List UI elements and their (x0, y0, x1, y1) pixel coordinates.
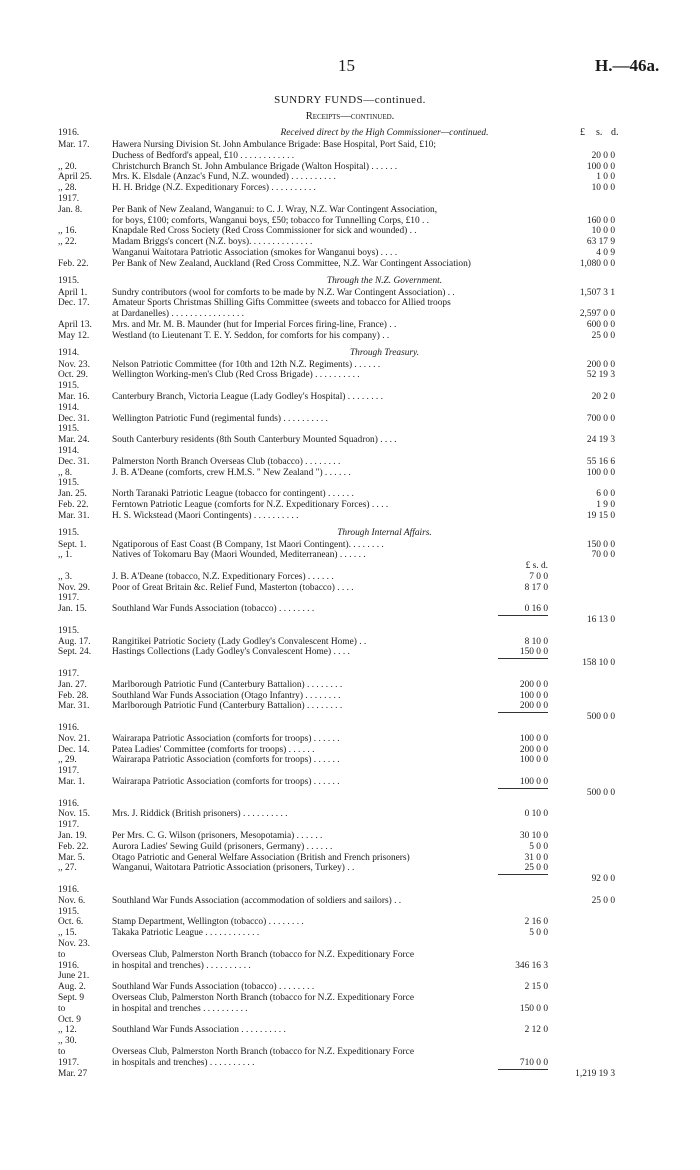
table-row (0, 392, 700, 403)
table-row (0, 896, 700, 907)
inner-amount: 2 16 0 (524, 917, 548, 928)
table-row (0, 540, 700, 551)
table-row (0, 712, 700, 723)
row-description: Hawera Nursing Division St. John Ambulance Brigade: Base Hospital, Port Said, £10; (112, 140, 436, 150)
row-date: Nov. 21. (58, 733, 90, 744)
row-date: 1916. (58, 128, 80, 138)
row-date: ,, 1. (58, 550, 73, 561)
row-date: Mar. 27 (58, 1068, 88, 1079)
row-date: Feb. 22. (58, 258, 89, 269)
row-date: April 13. (58, 319, 92, 330)
table-row (0, 259, 700, 270)
table-row (0, 626, 700, 637)
row-date: Mar. 5. (58, 852, 85, 863)
inner-amount: 5 0 0 (529, 928, 548, 939)
row-date: Oct. 29. (58, 370, 88, 381)
row-date: ,, 15. (58, 928, 77, 939)
inner-amount: 100 0 0 (519, 777, 548, 788)
row-description: Marlborough Patriotic Fund (Canterbury Battalion) . . . . . . . . (112, 701, 343, 712)
total-amount: 10 0 0 (591, 226, 615, 237)
section-heading-row (0, 528, 700, 540)
row-description: Marlborough Patriotic Fund (Canterbury Battalion) . . . . . . . . (112, 679, 343, 690)
row-description: Overseas Club, Palmerston North Branch (tobacco for N.Z. Expeditionary Force (112, 1046, 415, 1057)
row-description: Ngatiporous of East Coast (B Company, 1st Maori Contingent). . . . . . . . (112, 539, 384, 550)
row-date: 1916. (58, 885, 80, 895)
table-row (0, 331, 700, 342)
row-date: ,, 22. (58, 237, 77, 248)
table-row (0, 288, 700, 299)
total-amount: 16 13 0 (586, 615, 615, 626)
row-date: 1915. (58, 275, 80, 286)
table-row (0, 360, 700, 371)
row-description: Duchess of Bedford's appeal, £10 . . . . . . . . . . . . (112, 150, 295, 161)
table-row (0, 755, 700, 766)
total-amount: 200 0 0 (586, 359, 615, 370)
row-description: Takaka Patriotic League . . . . . . . . . . . . (112, 928, 260, 939)
table-row (0, 734, 700, 745)
table-row (0, 691, 700, 702)
table-row (0, 561, 700, 572)
row-description: Canterbury Branch, Victoria League (Lady Godley's Hospital) . . . . . . . . (112, 391, 383, 402)
table-row (0, 435, 700, 446)
table-row (0, 701, 700, 712)
table-row (0, 593, 700, 604)
row-date: 1917. (58, 193, 80, 204)
row-description: Southland War Funds Association (accommodation of soldiers and sailors) . . (112, 895, 402, 906)
table-row (0, 745, 700, 756)
row-description: Wellington Working-men's Club (Red Cross Brigade) . . . . . . . . . . (112, 370, 360, 381)
row-date: to (58, 1046, 66, 1057)
total-amount: 1 0 0 (596, 172, 615, 183)
table-row (0, 424, 700, 435)
row-description: Knapdale Red Cross Society (Red Cross Commissioner for sick and wounded) . . (112, 226, 417, 237)
table-row (0, 370, 700, 381)
row-description: Southland War Funds Association (tobacco) . . . . . . . . (112, 604, 315, 615)
row-description: Poor of Great Britain &c. Relief Fund, Masterton (tobacco) . . . . (112, 582, 354, 593)
table-row (0, 907, 700, 918)
row-description: Southland War Funds Association (tobacco) . . . . . . . . (112, 982, 315, 993)
table-row (0, 1015, 700, 1026)
table-row (0, 831, 700, 842)
row-date: 1916. (58, 723, 80, 734)
row-date: Nov. 6. (58, 895, 86, 906)
row-description: Wellington Patriotic Fund (regimental funds) . . . . . . . . . . (112, 413, 328, 424)
table-row (0, 982, 700, 993)
total-amount: 160 0 0 (586, 215, 615, 226)
row-date: ,, 12. (58, 1025, 77, 1036)
total-amount: 1,507 3 1 (579, 287, 615, 298)
row-date: 1917. (58, 820, 80, 831)
row-description: Otago Patriotic and General Welfare Association (British and French prisoners) (112, 852, 410, 863)
row-description: for boys, £100; comforts, Wanganui boys, £50; tobacco for Tunnelling Corps, £10 . . (112, 215, 430, 226)
row-date: Feb. 22. (58, 841, 89, 852)
total-amount: 150 0 0 (586, 539, 615, 550)
row-date: Oct. 6. (58, 917, 84, 928)
row-date: 1914. (58, 347, 80, 358)
table-row (0, 993, 700, 1004)
row-date: 1917. (58, 766, 80, 777)
row-date: ,, 16. (58, 226, 77, 237)
col-shillings: s. (596, 127, 603, 138)
inner-amount: 100 0 0 (519, 755, 548, 766)
section-heading-row (0, 276, 700, 288)
row-date: ,, 30. (58, 1036, 77, 1047)
table-row (0, 961, 700, 972)
row-description: Patea Ladies' Committee (comforts for troops) . . . . . . (112, 744, 315, 755)
row-date: 1915. (58, 625, 80, 636)
table-row (0, 205, 700, 216)
row-date: 1915. (58, 906, 80, 917)
total-amount: 25 0 0 (591, 895, 615, 906)
table-row (0, 298, 700, 309)
row-date: ,, 3. (58, 571, 73, 582)
inner-amount: £ s. d. (525, 561, 548, 572)
row-date: Mar. 1. (58, 777, 85, 788)
row-description: Stamp Department, Wellington (tobacco) . . . . . . . . (112, 917, 304, 928)
table-row (0, 381, 700, 392)
row-date: 1916. (58, 960, 80, 971)
inner-amount: 200 0 0 (519, 679, 548, 690)
col-pounds: £ (580, 127, 585, 138)
total-amount: 158 10 0 (582, 658, 615, 669)
total-amount: 600 0 0 (586, 319, 615, 330)
row-date: Oct. 9 (58, 1014, 81, 1025)
total-amount: 700 0 0 (586, 413, 615, 424)
table-row (0, 414, 700, 425)
row-date: Sept. 9 (58, 992, 85, 1003)
row-description: in hospital and trenches) . . . . . . . . . . (112, 960, 251, 971)
row-date: 1915. (58, 527, 80, 538)
row-description: H. S. Wickstead (Maori Contingents) . . . . . . . . . . (112, 510, 299, 521)
total-amount: 500 0 0 (586, 712, 615, 723)
table-row (0, 226, 700, 237)
row-date: Feb. 28. (58, 690, 89, 701)
table-row (0, 820, 700, 831)
row-description: Overseas Club, Palmerston North Branch (tobacco for N.Z. Expeditionary Force (112, 949, 415, 960)
row-date: 1914. (58, 445, 80, 456)
table-row (0, 248, 700, 259)
total-amount: 19 15 0 (586, 510, 615, 521)
row-description: Madam Briggs's concert (N.Z. boys). . . . . . . . . . . . . . (112, 237, 313, 248)
table-row (0, 478, 700, 489)
total-amount: 10 0 0 (591, 183, 615, 194)
total-amount: 25 0 0 (591, 330, 615, 341)
row-date: Mar. 16. (58, 391, 90, 402)
row-date: 1917. (58, 669, 80, 680)
row-description: Southland War Funds Association . . . . . . . . . . (112, 1025, 286, 1036)
row-description: Wanganui, Waitotara Patriotic Association (prisoners, Turkey) . . (112, 863, 355, 874)
inner-amount: 2 12 0 (524, 1025, 548, 1036)
table-row (0, 237, 700, 248)
row-date: Dec. 17. (58, 298, 90, 309)
total-amount: 1 9 0 (596, 499, 615, 510)
section-heading: Through Internal Affairs. (337, 527, 432, 538)
table-row (0, 1058, 700, 1069)
table-row (0, 658, 700, 669)
row-date: 1915. (58, 381, 80, 392)
row-description: North Taranaki Patriotic League (tobacco for contingent) . . . . . . (112, 489, 354, 500)
inner-amount: 150 0 0 (519, 1003, 548, 1014)
row-description: Wairarapa Patriotic Association (comforts for troops) . . . . . . (112, 733, 340, 744)
table-row (0, 637, 700, 648)
row-date: ,, 29. (58, 755, 77, 766)
row-description: at Dardanelles) . . . . . . . . . . . . . . . . (112, 309, 245, 320)
row-date: Mar. 31. (58, 701, 90, 712)
table-row (0, 669, 700, 680)
inner-amount: 7 0 0 (529, 571, 548, 582)
total-amount: 1,080 0 0 (579, 258, 615, 269)
row-date: 1916. (58, 798, 80, 809)
inner-amount: 25 0 0 (524, 863, 548, 874)
col-pence: d. (611, 127, 619, 138)
row-date: Sept. 24. (58, 647, 92, 658)
row-description: Westland (to Lieutenant T. E. Y. Seddon, for comforts for his company) . . (112, 330, 390, 341)
row-description: Mrs. K. Elsdale (Anzac's Fund, N.Z. wounded) . . . . . . . . . . (112, 172, 336, 183)
row-date: Nov. 23. (58, 938, 90, 949)
row-date: April 25. (58, 172, 92, 183)
table-row (0, 1036, 700, 1047)
inner-amount: 200 0 0 (519, 744, 548, 755)
page-number: 15 (338, 56, 355, 75)
row-date: Jan. 19. (58, 831, 87, 842)
table-row (0, 766, 700, 777)
table-row (0, 885, 700, 896)
row-date: Jan. 15. (58, 604, 87, 615)
table-row (0, 1025, 700, 1036)
table-row (0, 151, 700, 162)
table-row (0, 446, 700, 457)
table-row (0, 550, 700, 561)
total-amount: 63 17 9 (586, 237, 615, 248)
row-description: Per Bank of New Zealand, Auckland (Red Cross Committee, N.Z. War Contingent Association) (112, 258, 471, 269)
row-date: Sept. 1. (58, 539, 87, 550)
table-row (0, 723, 700, 734)
table-row (0, 604, 700, 615)
inner-amount: 5 0 0 (529, 841, 548, 852)
row-description: J. B. A'Deane (comforts, crew H.M.S. " New Zealand ") . . . . . . (112, 467, 351, 478)
row-description: Mrs. J. Riddick (British prisoners) . . . . . . . . . . (112, 809, 288, 820)
row-date: ,, 27. (58, 863, 77, 874)
section-title: SUNDRY FUNDS—continued. (274, 94, 426, 106)
row-description: Wairarapa Patriotic Association (comforts for troops) . . . . . . (112, 777, 340, 788)
row-description: in hospital and trenches . . . . . . . . . . (112, 1003, 248, 1014)
row-description: H. H. Bridge (N.Z. Expeditionary Forces) . . . . . . . . . . (112, 183, 316, 194)
row-date: Nov. 23. (58, 359, 90, 370)
total-amount: 6 0 0 (596, 489, 615, 500)
row-date: Aug. 2. (58, 982, 86, 993)
table-row (0, 809, 700, 820)
table-row (0, 788, 700, 799)
table-row (0, 863, 700, 874)
table-row (0, 183, 700, 194)
table-row (0, 971, 700, 982)
total-amount: 70 0 0 (591, 550, 615, 561)
row-date: Jan. 25. (58, 489, 87, 500)
receipts-table (0, 128, 700, 1079)
table-row (0, 799, 700, 810)
row-date: 1917. (58, 593, 80, 604)
inner-amount: 0 10 0 (524, 809, 548, 820)
total-amount: 55 16 6 (586, 456, 615, 467)
table-row (0, 928, 700, 939)
table-row (0, 457, 700, 468)
row-description: Overseas Club, Palmerston North Branch (tobacco for N.Z. Expeditionary Force (112, 992, 415, 1003)
table-row (0, 468, 700, 479)
inner-amount: 31 0 0 (524, 852, 548, 863)
section-heading: Received direct by the High Commissioner—continued. (280, 128, 489, 138)
table-row (0, 511, 700, 522)
row-date: Jan. 27. (58, 679, 87, 690)
row-date: 1917. (58, 1057, 80, 1068)
table-row (0, 572, 700, 583)
table-row (0, 140, 700, 151)
row-date: to (58, 949, 66, 960)
table-row (0, 309, 700, 320)
row-description: Aurora Ladies' Sewing Guild (prisoners, Germany) . . . . . . (112, 841, 333, 852)
table-row (0, 583, 700, 594)
section-heading-row (0, 128, 700, 140)
row-date: 1914. (58, 402, 80, 413)
row-description: J. B. A'Deane (tobacco, N.Z. Expeditionary Forces) . . . . . . (112, 571, 334, 582)
row-date: Mar. 24. (58, 435, 90, 446)
table-row (0, 615, 700, 626)
inner-amount: 0 16 0 (524, 604, 548, 615)
row-description: Mrs. and Mr. M. B. Maunder (hut for Imperial Forces firing-line, France) . . (112, 319, 397, 330)
row-date: Aug. 17. (58, 636, 91, 647)
row-date: to (58, 1003, 66, 1014)
inner-amount: 30 10 0 (519, 831, 548, 842)
table-row (0, 162, 700, 173)
row-description: Ferntown Patriotic League (comforts for N.Z. Expeditionary Forces) . . . . (112, 499, 389, 510)
row-date: Mar. 17. (58, 140, 90, 150)
row-date: Mar. 31. (58, 510, 90, 521)
row-date: ,, 28. (58, 183, 77, 194)
row-date: 1915. (58, 424, 80, 435)
table-row (0, 647, 700, 658)
row-description: Wanganui Waitotara Patriotic Association (smokes for Wanganui boys) . . . . (112, 247, 398, 258)
table-row (0, 1047, 700, 1058)
row-description: Sundry contributors (wool for comforts to be made by N.Z. War Contingent Association) . . (112, 287, 455, 298)
total-amount: 24 19 3 (586, 435, 615, 446)
row-date: Nov. 29. (58, 582, 90, 593)
table-row (0, 853, 700, 864)
table-row (0, 320, 700, 331)
total-amount: 1,219 19 3 (575, 1068, 615, 1079)
table-row (0, 500, 700, 511)
row-description: Christchurch Branch St. John Ambulance Brigade (Walton Hospital) . . . . . . (112, 161, 398, 172)
inner-amount: 8 17 0 (524, 582, 548, 593)
row-date: ,, 8. (58, 467, 73, 478)
total-amount: 500 0 0 (586, 787, 615, 798)
table-row (0, 194, 700, 205)
row-description: Southland War Funds Association (Otago Infantry) . . . . . . . . (112, 690, 341, 701)
row-description: South Canterbury residents (8th South Canterbury Mounted Squadron) . . . . (112, 435, 397, 446)
table-row (0, 939, 700, 950)
row-date: 1915. (58, 478, 80, 489)
total-amount: 2,597 0 0 (579, 309, 615, 320)
table-row (0, 1004, 700, 1015)
row-description: Rangitikei Patriotic Society (Lady Godley's Convalescent Home) . . (112, 636, 367, 647)
total-amount: 92 0 0 (591, 874, 615, 885)
inner-amount: 710 0 0 (519, 1057, 548, 1068)
inner-amount: 8 10 0 (524, 636, 548, 647)
total-amount: 52 19 3 (586, 370, 615, 381)
total-amount: 20 0 0 (591, 150, 615, 161)
table-row (0, 489, 700, 500)
table-row (0, 1069, 700, 1080)
table-row (0, 172, 700, 183)
row-description: Per Bank of New Zealand, Wanganui: to C. J. Wray, N.Z. War Contingent Association, (112, 204, 438, 215)
report-reference: H.—46a. (595, 56, 660, 75)
row-description: Amateur Sports Christmas Shilling Gifts Committee (sweets and tobacco for Allied troops (112, 298, 451, 309)
table-row (0, 842, 700, 853)
inner-amount: 100 0 0 (519, 733, 548, 744)
row-date: Dec. 31. (58, 456, 90, 467)
inner-amount: 150 0 0 (519, 647, 548, 658)
row-description: Per Mrs. C. G. Wilson (prisoners, Mesopotamia) . . . . . . (112, 831, 323, 842)
table-row (0, 777, 700, 788)
row-date: June 21. (58, 971, 90, 982)
table-row (0, 216, 700, 227)
inner-amount: 200 0 0 (519, 701, 548, 712)
row-description: Natives of Tokomaru Bay (Maori Wounded, Mediterranean) . . . . . . (112, 550, 366, 561)
row-date: April 1. (58, 287, 88, 298)
section-heading: Through the N.Z. Government. (326, 275, 443, 286)
row-description: Hastings Collections (Lady Godley's Convalescent Home) . . . . (112, 647, 350, 658)
table-row (0, 950, 700, 961)
total-amount: 100 0 0 (586, 161, 615, 172)
row-date: Nov. 15. (58, 809, 90, 820)
row-date: ,, 20. (58, 161, 77, 172)
row-date: Jan. 8. (58, 204, 83, 215)
total-amount: 20 2 0 (591, 391, 615, 402)
total-amount: 4 0 9 (596, 247, 615, 258)
row-date: May 12. (58, 330, 90, 341)
inner-amount: 346 16 3 (515, 960, 548, 971)
row-description: Wairarapa Patriotic Association (comforts for troops) . . . . . . (112, 755, 340, 766)
row-description: Palmerston North Branch Overseas Club (tobacco) . . . . . . . . (112, 456, 341, 467)
row-date: Feb. 22. (58, 499, 89, 510)
row-description: Nelson Patriotic Committee (for 10th and 12th N.Z. Regiments) . . . . . . (112, 359, 381, 370)
table-row (0, 917, 700, 928)
section-heading-row (0, 348, 700, 360)
table-row (0, 680, 700, 691)
table-row (0, 403, 700, 414)
section-subtitle: Receipts—continued. (305, 111, 395, 122)
total-amount: 100 0 0 (586, 467, 615, 478)
row-description: in hospitals and trenches) . . . . . . . . . . (112, 1057, 255, 1068)
table-row (0, 874, 700, 885)
row-date: Dec. 14. (58, 744, 90, 755)
section-heading: Through Treasury. (349, 347, 420, 358)
inner-amount: 2 15 0 (524, 982, 548, 993)
inner-amount: 100 0 0 (519, 690, 548, 701)
row-date: Dec. 31. (58, 413, 90, 424)
